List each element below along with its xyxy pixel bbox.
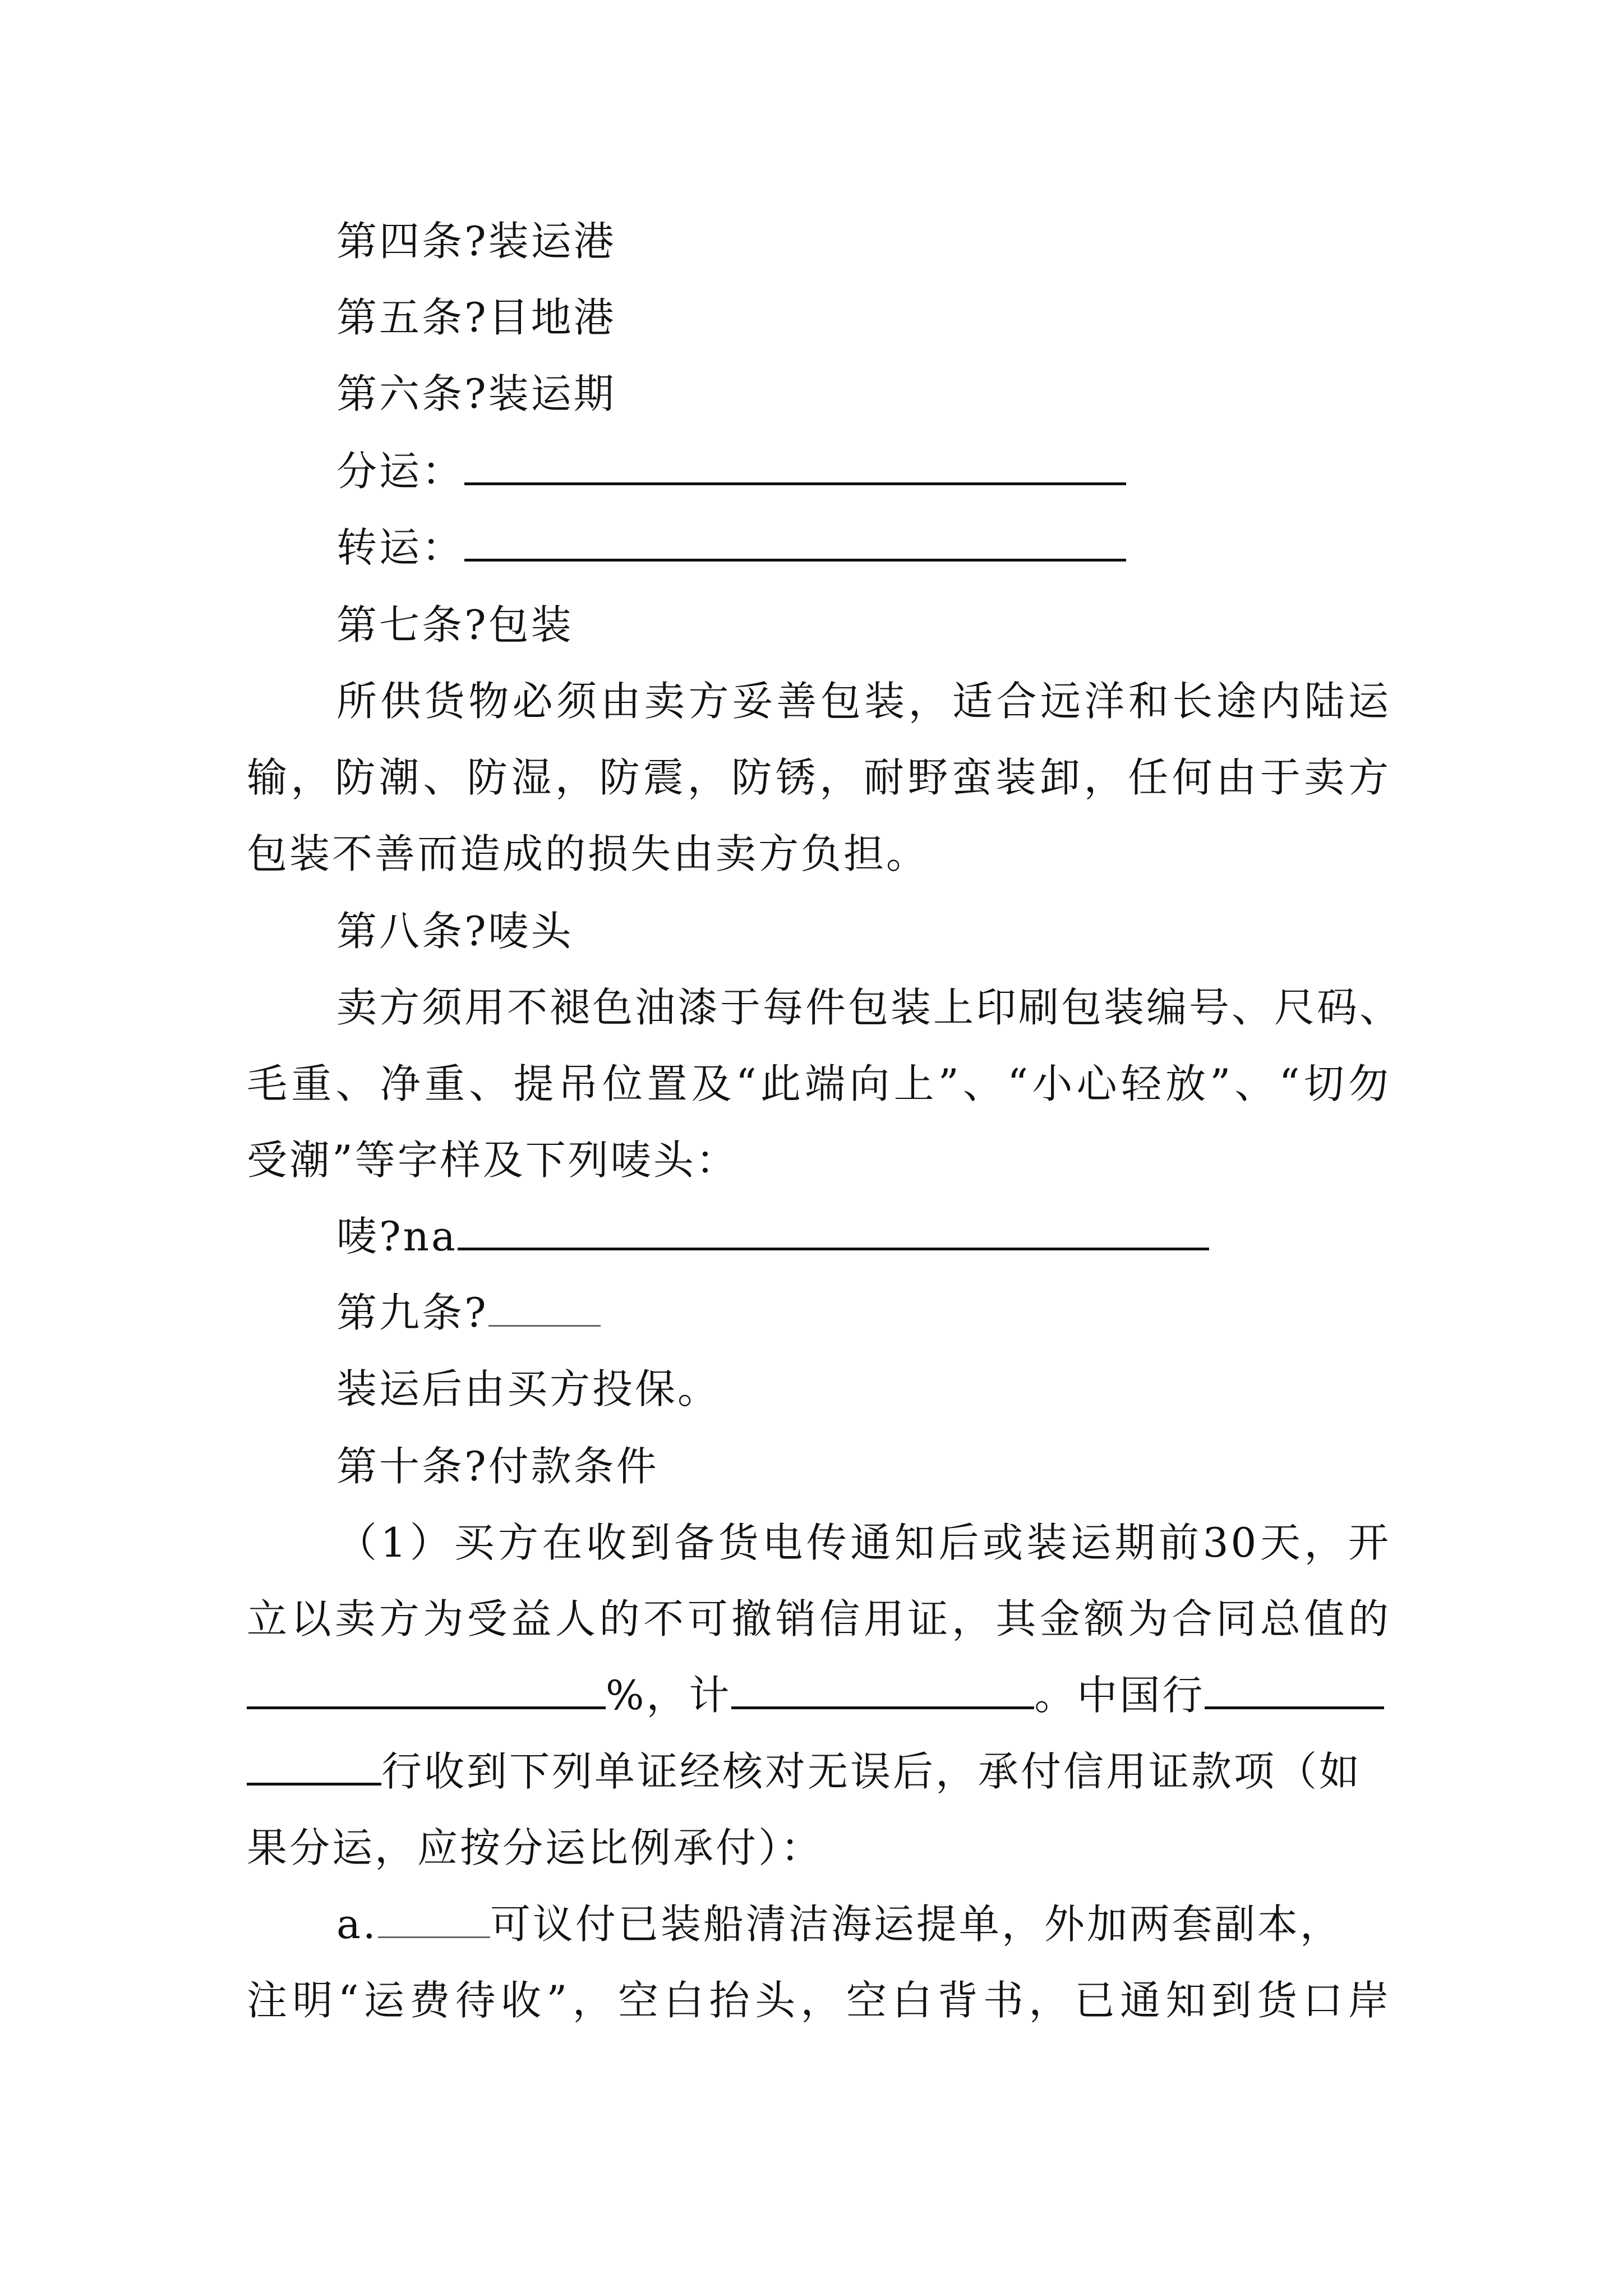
article-4-heading: 第四条?装运港 bbox=[336, 218, 616, 265]
insurance-text: 装运后由买方投保。 bbox=[336, 1365, 721, 1412]
payment-line-1: （1）买方在收到备货电传通知后或装运期前30天，开 bbox=[336, 1519, 1391, 1566]
article-9-line bbox=[336, 1285, 1391, 1341]
payment-line-4-text: 行收到下列单证经核对无误后，承付信用证款项（如 bbox=[381, 1748, 1362, 1795]
article-9-heading: 第九条? bbox=[336, 1289, 488, 1336]
shipping-mark-label: 唛?na bbox=[336, 1213, 458, 1260]
shipping-mark-line bbox=[336, 1208, 1391, 1264]
amount-blank bbox=[731, 1667, 1034, 1709]
partial-shipment-label: 分运： bbox=[336, 448, 465, 495]
article-7-heading: 第七条?包装 bbox=[336, 601, 574, 648]
item-a-prefix: a. bbox=[336, 1901, 378, 1948]
packing-paragraph-line-1: 所供货物必须由卖方妥善包装，适合远洋和长途内陆运 bbox=[336, 678, 1391, 725]
article-9-blank bbox=[488, 1286, 601, 1327]
transshipment-label: 转运： bbox=[336, 524, 465, 571]
transshipment-line bbox=[336, 519, 1391, 576]
bank-blank bbox=[1205, 1667, 1384, 1709]
marks-paragraph-line-2: 毛重、净重、提吊位置及“此端向上”、“小心轻放”、“切勿 bbox=[247, 1060, 1391, 1107]
item-a-line-2: 注明“运费待收”，空白抬头，空白背书，已通知到货口岸 bbox=[247, 1977, 1391, 2024]
item-a-text: 可议付已装船清洁海运提单，外加两套副本， bbox=[490, 1901, 1343, 1948]
marks-paragraph-line-3: 受潮”等字样及下列唛头： bbox=[247, 1137, 739, 1184]
item-a-line-1 bbox=[336, 1896, 1391, 1952]
bank-text: 。中国行 bbox=[1034, 1672, 1205, 1719]
partial-shipment-line bbox=[336, 443, 1391, 499]
marks-paragraph-line-1: 卖方须用不褪色油漆于每件包装上印刷包装编号、尺码、 bbox=[336, 984, 1403, 1031]
transshipment-blank bbox=[464, 519, 1126, 562]
payment-line-4 bbox=[247, 1743, 1391, 1800]
partial-shipment-blank bbox=[464, 443, 1126, 485]
article-8-heading: 第八条?唛头 bbox=[336, 908, 574, 955]
payment-line-2: 立以卖方为受益人的不可撤销信用证，其金额为合同总值的 bbox=[247, 1595, 1391, 1642]
payment-line-5: 果分运，应按分运比例承付）： bbox=[247, 1824, 824, 1871]
percent-text: %，计 bbox=[606, 1672, 732, 1719]
payment-line-3 bbox=[247, 1667, 1391, 1723]
article-6-heading: 第六条?装运期 bbox=[336, 370, 616, 417]
article-5-heading: 第五条?目地港 bbox=[336, 294, 616, 341]
packing-paragraph-line-3: 包装不善而造成的损失由卖方负担。 bbox=[247, 830, 929, 877]
shipping-mark-blank bbox=[458, 1208, 1209, 1250]
bank-blank-continued bbox=[247, 1743, 381, 1786]
percent-blank bbox=[247, 1667, 606, 1709]
item-a-blank bbox=[378, 1897, 490, 1938]
article-10-heading: 第十条?付款条件 bbox=[336, 1443, 659, 1490]
packing-paragraph-line-2: 输，防潮、防湿，防震，防锈，耐野蛮装卸，任何由于卖方 bbox=[247, 754, 1391, 801]
